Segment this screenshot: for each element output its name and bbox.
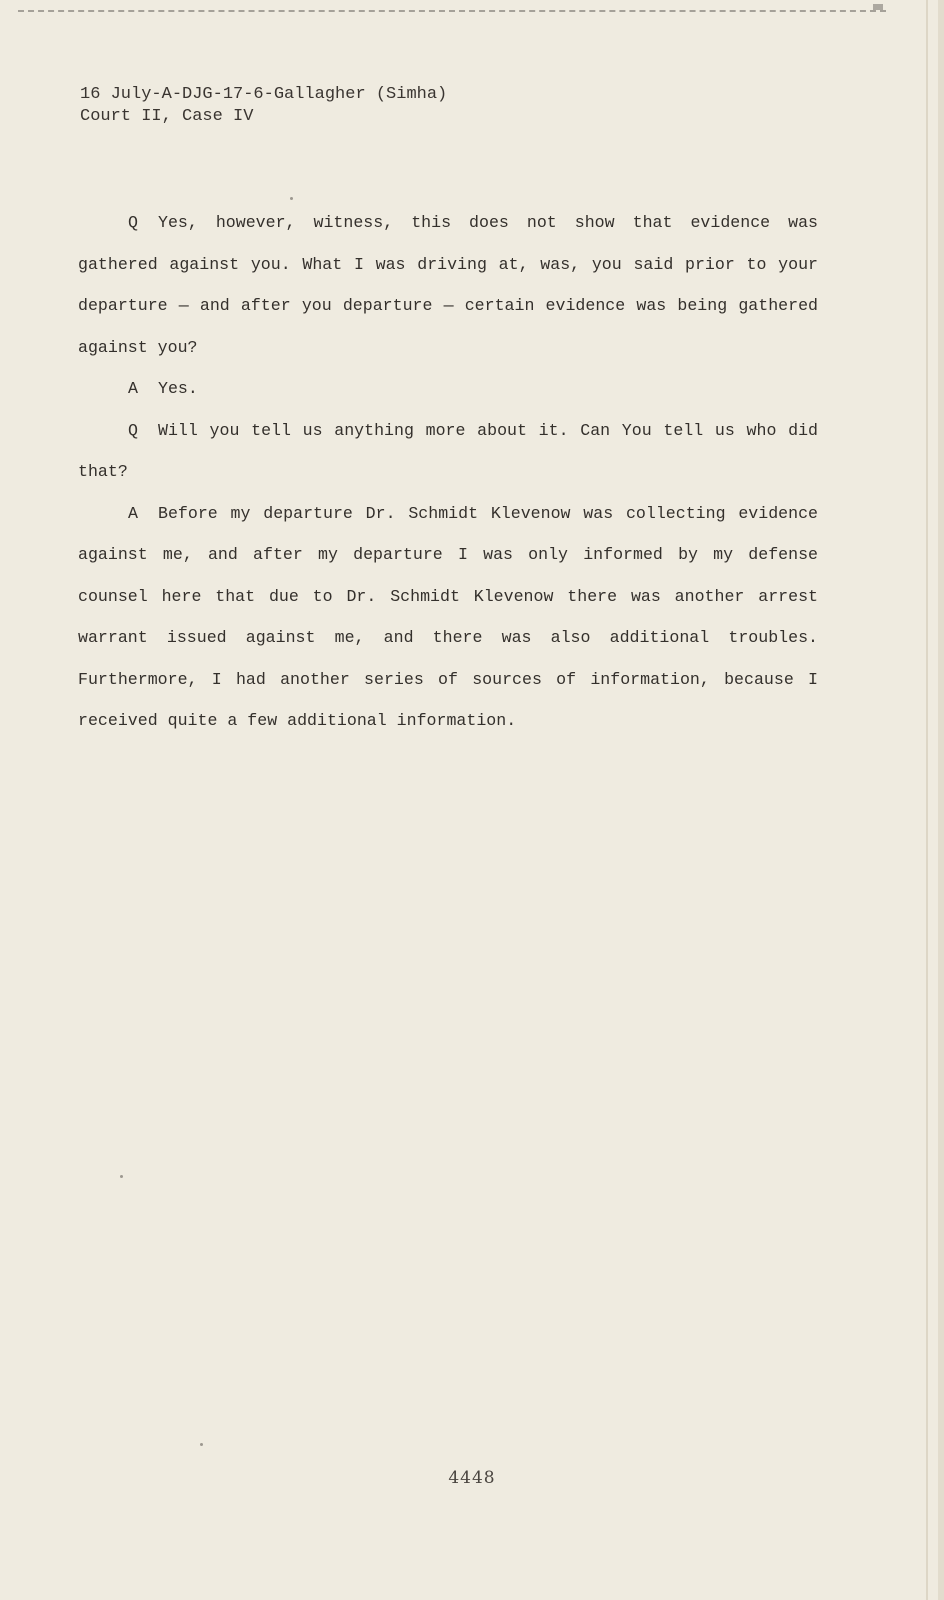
header-line-1: 16 July-A-DJG-17-6-Gallagher (Simha) — [80, 85, 448, 104]
transcript-paragraph — [78, 410, 818, 493]
top-dashed-rule — [18, 10, 886, 12]
transcript-body — [78, 202, 818, 742]
header-line-2: Court II, Case IV — [80, 107, 254, 126]
paragraph-text: Will you tell us anything more about it. Can You tell us who did that? — [78, 420, 818, 481]
corner-mark — [873, 4, 883, 10]
speaker-label: Q — [128, 213, 138, 232]
speaker-label: A — [128, 503, 138, 523]
transcript-paragraph — [78, 368, 818, 410]
speaker-label: Q — [128, 420, 138, 440]
paragraph-text: Before my departure Dr. Schmidt Klevenow was collecting evidence against me, and after my departure I was only informed by my defense counsel here that due to Dr. Schmidt Klevenow there was another arrest warrant issued against me, and there was also additional troubles. Furthermore, I had another series of sources of information, because I received quite a few additional information. — [78, 503, 818, 730]
paper-speck — [200, 1443, 203, 1446]
page-number: 4448 — [448, 1468, 496, 1488]
paper-speck — [290, 197, 293, 200]
paragraph-text: Yes, however, witness, this does not show that evidence was gathered against you. What I was driving at, was, you said prior to your departure — and after you departure — certain evidence was being gathered against you? — [78, 213, 818, 357]
page-edge — [926, 0, 928, 1600]
paragraph-text: Yes. — [158, 379, 198, 398]
transcript-paragraph — [78, 493, 818, 742]
paper-speck — [120, 1175, 123, 1178]
document-header — [80, 84, 447, 128]
transcript-paragraph — [78, 202, 818, 368]
speaker-label: A — [128, 379, 138, 398]
